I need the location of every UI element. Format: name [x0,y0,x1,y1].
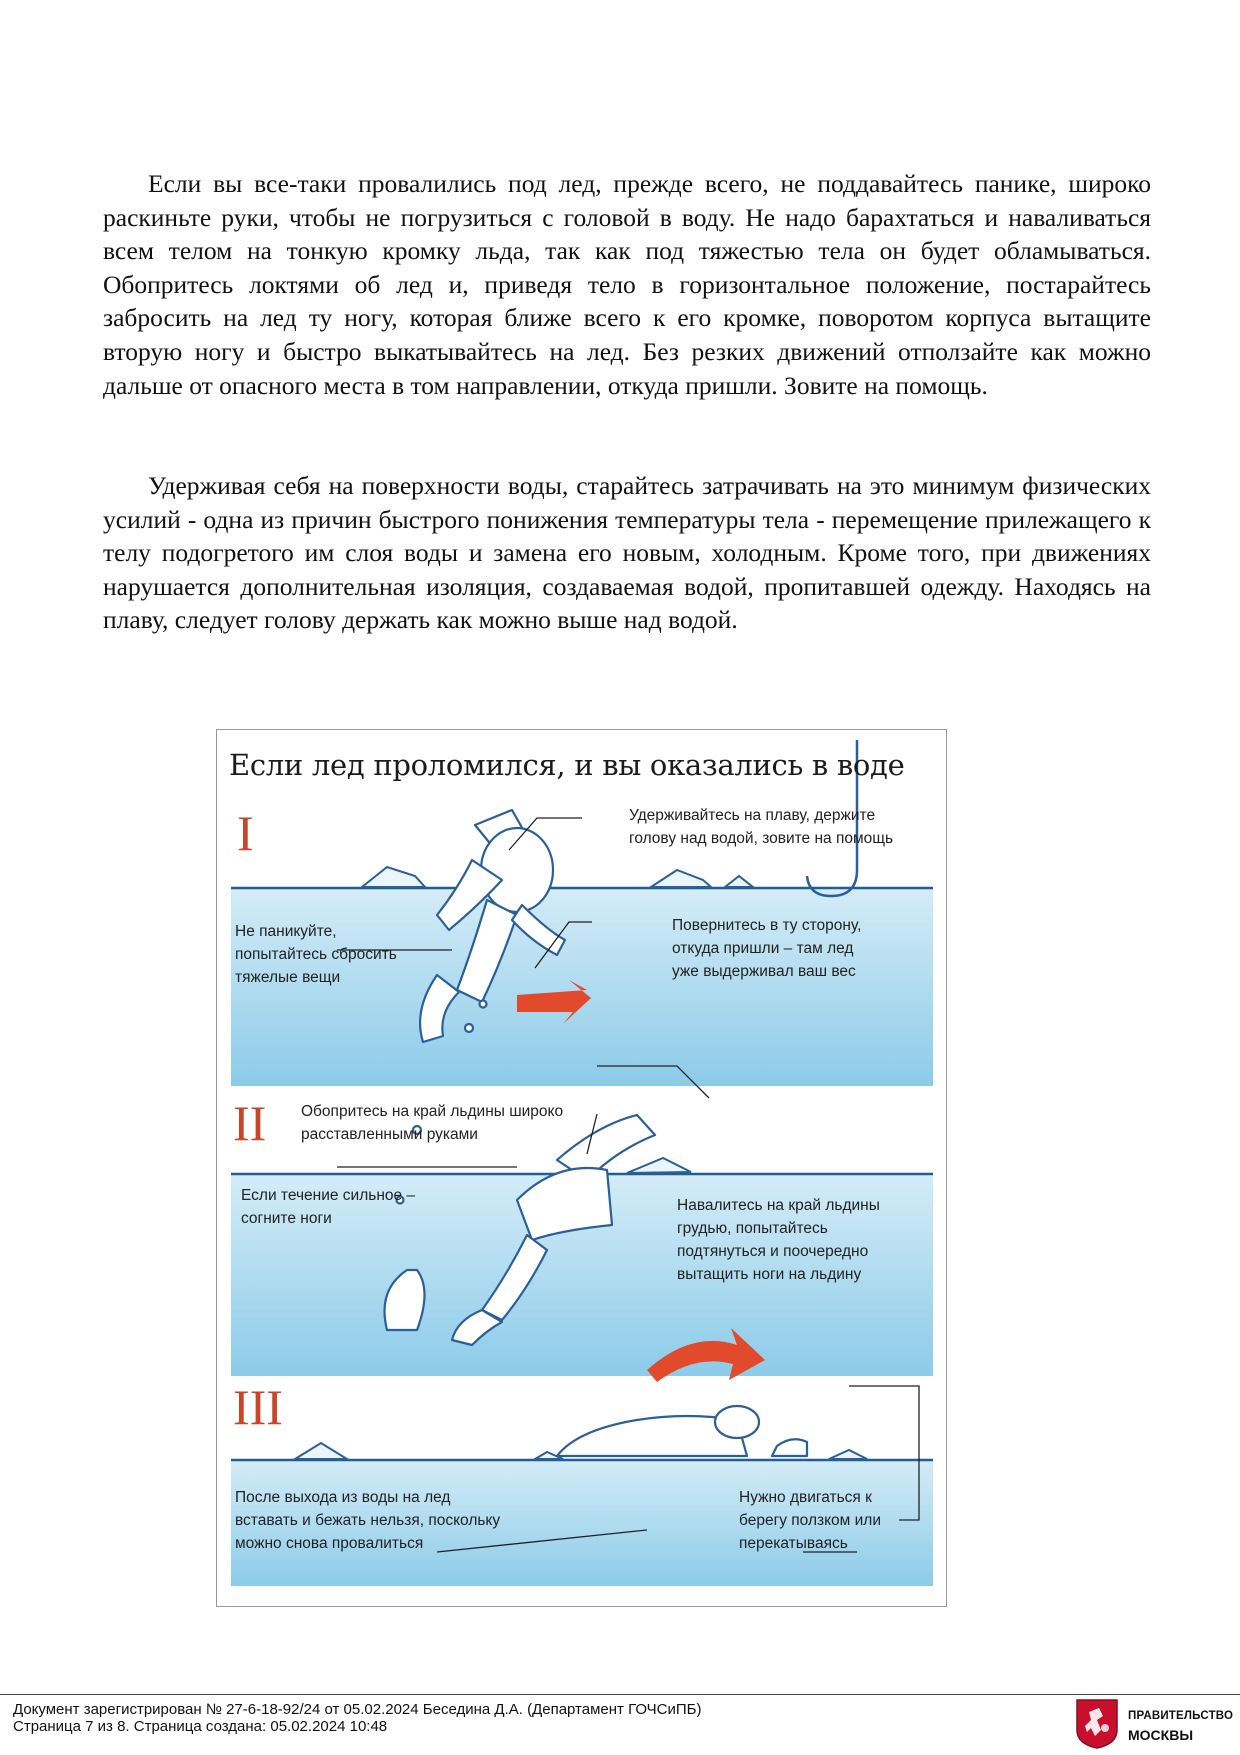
paragraph-2: Удерживая себя на поверхности воды, старайтесь затрачивать на это минимум физических усилий - одна из причин быстрого понижения температуры тела - перемещение прилежащего к телу подогретого им слоя воды и замена его новым, холодным. Кроме того, при движениях нарушается дополнительная изоляция, создаваемая водой, пропитавшей одежду. Находясь на плаву, следует голову держать как можно выше над водой. [103,471,1151,635]
panel-numeral-2: II [233,1095,267,1151]
caption-line: вставать и бежать нельзя, поскольку [235,1512,501,1529]
caption-line: Если течение сильное – [241,1187,416,1204]
caption-stay-afloat [629,804,893,850]
ice-rescue-infographic [216,729,947,1607]
caption-crawl-to-shore [739,1486,881,1555]
caption-line: согните ноги [241,1210,332,1227]
caption-line: подтянуться и поочередно [677,1243,869,1260]
caption-bend-legs [241,1184,415,1230]
caption-line: голову над водой, зовите на помощь [629,830,894,847]
caption-line: берегу ползком или [739,1512,881,1529]
registration-footer [13,1701,702,1735]
logo-line-1: ПРАВИТЕЛЬСТВО [1128,1710,1234,1722]
caption-line: Навалитесь на край льдины [677,1197,880,1214]
caption-pull-legs [677,1194,880,1286]
caption-line: откуда пришли – там лед [672,940,854,957]
registration-line: Документ зарегистрирован № 27-6-18-92/24 от 05.02.2024 Беседина Д.А. (Департамент ГОЧСиПБ) [13,1701,702,1718]
caption-line: Не паникуйте, [235,923,337,940]
caption-line: грудью, попытайтесь [677,1220,828,1237]
caption-turn-back [672,914,861,983]
caption-line: тяжелые вещи [235,969,341,986]
moscow-coat-of-arms-icon [1075,1698,1119,1750]
footer-divider [0,1694,1240,1695]
paragraph-1: Если вы все-таки провалились под лед, прежде всего, не поддавайтесь панике, широко раскиньте руки, чтобы не погрузиться с головой в воду. Не надо барахтаться и наваливаться всем телом на тонкую кромку льда, так как под тяжестью тела он будет обламываться. Обопритесь локтями об лед и, приведя тело в горизонтальное положение, постарайтесь забросить на лед ту ногу, которая ближе всего к его кромке, поворотом корпуса вытащите вторую ногу и быстро выкатывайтесь на лед. Без резких движений отползайте как можно дальше от опасного места в том направлении, откуда пришли. Зовите на помощь. [103,169,1151,400]
caption-line: После выхода из воды на лед [235,1489,451,1506]
infographic-title: Если лед проломился, и вы оказались в воде [229,748,905,782]
infographic-artwork [217,730,946,1606]
caption-do-not-run [235,1486,500,1555]
caption-line: перекатываясь [739,1535,848,1552]
panel-numeral-1: I [237,805,254,861]
caption-line: расставленными руками [301,1126,478,1143]
caption-line: Нужно двигаться к [739,1489,872,1506]
panel-numeral-3: III [233,1379,283,1435]
page-info-line: Страница 7 из 8. Страница создана: 05.02.2024 10:48 [13,1718,388,1735]
caption-line: Удерживайтесь на плаву, держите [629,807,876,824]
caption-line: можно снова провалиться [235,1535,424,1552]
caption-line: уже выдерживал ваш вес [672,963,856,980]
caption-line: Обопритесь на край льдины широко [301,1103,564,1120]
caption-lean-on-ice [301,1100,563,1146]
logo-line-2: МОСКВЫ [1128,1727,1194,1743]
caption-line: вытащить ноги на льдину [677,1266,862,1283]
caption-line: Повернитесь в ту сторону, [672,917,862,934]
government-logo-text [1128,1707,1233,1745]
person-crawling-icon [557,1406,807,1456]
caption-no-panic [235,920,397,989]
caption-line: попытайтесь сбросить [235,946,397,963]
